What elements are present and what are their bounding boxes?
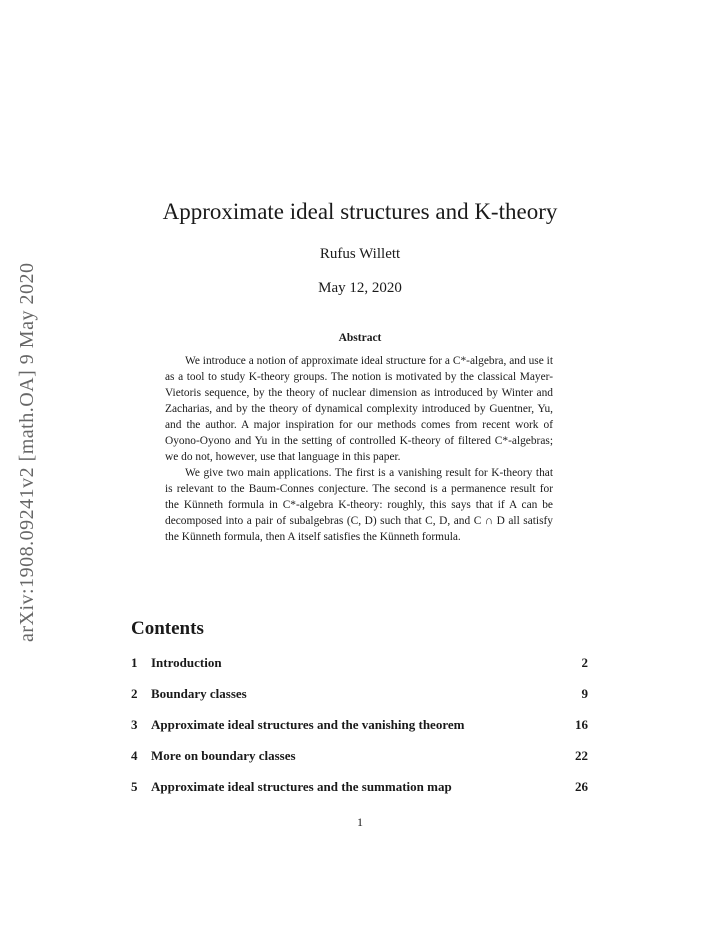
toc-entry-title: Approximate ideal structures and the vanishing theorem [151, 717, 465, 732]
toc-entry[interactable] [131, 717, 588, 748]
toc-entry-number: 4 [131, 748, 138, 763]
page-number: 1 [357, 815, 363, 829]
toc-entry[interactable] [131, 779, 588, 810]
toc-entry-page: 26 [575, 779, 588, 794]
publication-date: May 12, 2020 [318, 280, 402, 296]
toc-entry-page: 9 [581, 686, 588, 701]
toc-entry-page: 16 [575, 717, 588, 732]
paper-title: Approximate ideal structures and K-theory [162, 199, 558, 224]
toc-entry-page: 22 [575, 748, 588, 763]
toc-entry-number: 3 [131, 717, 138, 732]
arxiv-identifier: arXiv:1908.09241v2 [math.OA] 9 May 2020 [16, 262, 38, 642]
table-of-contents [131, 655, 588, 810]
author-name: Rufus Willett [319, 246, 401, 262]
contents-heading: Contents [131, 618, 204, 639]
abstract-paragraph: We give two main applications. The first is a vanishing result for K-theory that is relevant to the Baum-Connes conjecture. The second is a permanence result for the Künneth formula in C*-algebra K-theory: roughly, this says that if A can be decomposed into a pair of subalgebras (C, D) such that C, D, and C ∩ D all satisfy the Künneth formula, then A itself satisfies the Künneth formula. [165, 467, 553, 543]
toc-entry-title: Introduction [151, 655, 222, 670]
toc-entry[interactable] [131, 686, 588, 717]
abstract-body [165, 353, 553, 545]
toc-entry-number: 2 [131, 686, 138, 701]
toc-entry-title: Boundary classes [151, 686, 247, 701]
toc-entry-number: 1 [131, 655, 138, 670]
toc-entry-title: Approximate ideal structures and the summation map [151, 779, 452, 794]
toc-entry[interactable] [131, 655, 588, 686]
abstract-heading: Abstract [338, 332, 382, 344]
abstract-paragraph: We introduce a notion of approximate ideal structure for a C*-algebra, and use it as a tool to study K-theory groups. The notion is motivated by the classical Mayer-Vietoris sequence, by the theory of nuclear dimension as introduced by Winter and Zacharias, and by the theory of dynamical complexity introduced by Guentner, Yu, and the author. A major inspiration for our methods comes from recent work of Oyono-Oyono and Yu in the setting of controlled K-theory of filtered C*-algebras; we do not, however, use that language in this paper. [165, 355, 553, 463]
toc-entry[interactable] [131, 748, 588, 779]
toc-entry-number: 5 [131, 779, 138, 794]
toc-entry-page: 2 [581, 655, 588, 670]
toc-entry-title: More on boundary classes [151, 748, 296, 763]
